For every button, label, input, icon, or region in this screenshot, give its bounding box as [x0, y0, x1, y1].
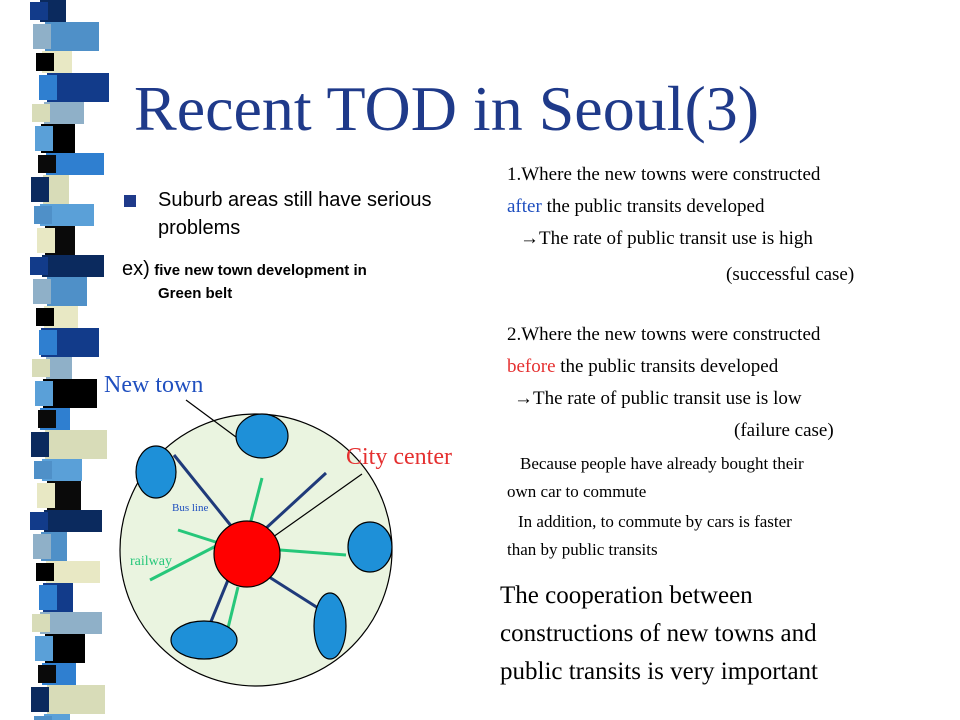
new-town-label: New town	[104, 372, 204, 398]
reason2-line2: than by public transits	[507, 540, 658, 559]
new-town-node	[171, 621, 237, 659]
example-line-2: Green belt	[158, 285, 233, 302]
case2-keyword: before	[507, 356, 556, 377]
case2-label: (failure case)	[734, 420, 834, 441]
case2-result: →The rate of public transit use is low	[514, 388, 802, 409]
case1-label: (successful case)	[726, 264, 855, 285]
reason1-line2: own car to commute	[507, 482, 647, 501]
conclusion-line2: constructions of new towns and	[500, 620, 817, 647]
new-town-node	[348, 522, 392, 572]
example-prefix: ex)	[122, 258, 150, 280]
example-line-1: five new town development in	[154, 262, 367, 279]
bus-line-label: Bus line	[172, 502, 209, 514]
reason2-line1: In addition, to commute by cars is faster	[518, 512, 792, 531]
case2-line2-rest: the public transits developed	[560, 356, 779, 377]
conclusion-line3: public transits is very important	[500, 658, 819, 685]
case1-line2-rest: the public transits developed	[546, 196, 765, 217]
railway-label: railway	[130, 554, 172, 569]
case2-line1: 2.Where the new towns were constructed	[507, 324, 821, 345]
city-center-label: City center	[346, 444, 452, 470]
slide-title: Recent TOD in Seoul(3)	[134, 73, 760, 144]
new-town-node	[314, 593, 346, 659]
reason1-line1: Because people have already bought their	[520, 454, 804, 473]
case1-result: →The rate of public transit use is high	[520, 228, 813, 249]
conclusion-line1: The cooperation between	[500, 582, 753, 609]
case1-keyword: after	[507, 196, 542, 217]
case1-line1: 1.Where the new towns were constructed	[507, 164, 821, 185]
new-town-node	[236, 414, 288, 458]
city-center-node	[214, 521, 280, 587]
new-town-node	[136, 446, 176, 498]
bullet-text: Suburb areas still have serious problems	[158, 189, 432, 239]
